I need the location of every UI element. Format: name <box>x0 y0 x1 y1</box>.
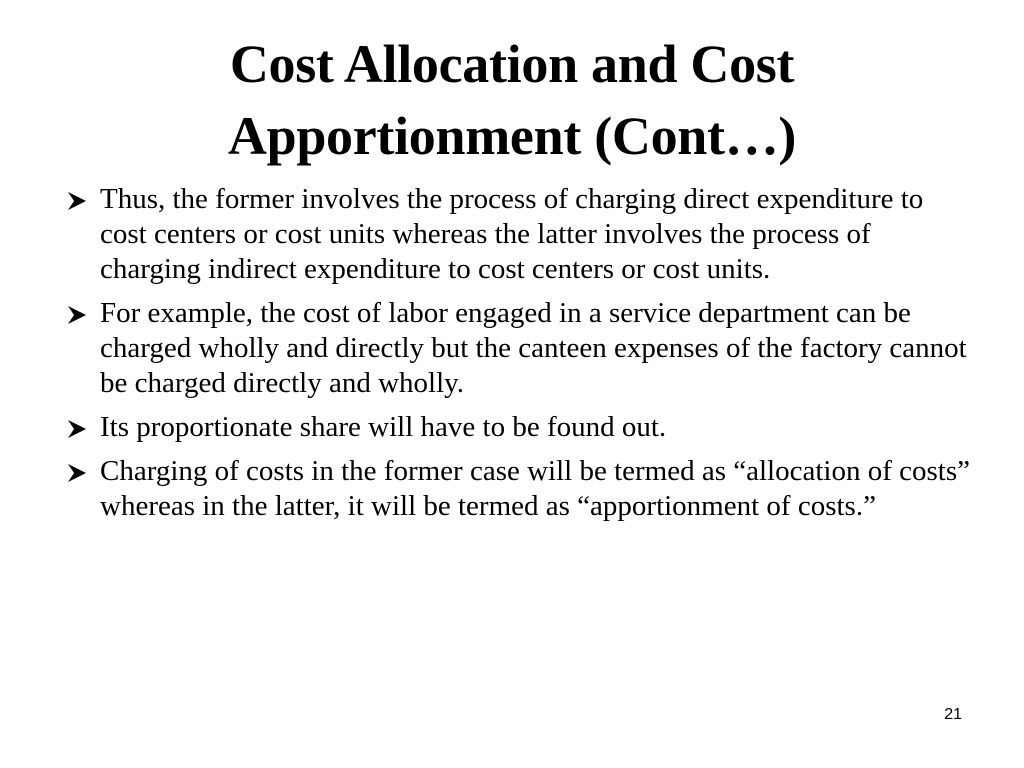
bullet-item <box>62 410 972 445</box>
arrow-bullet-icon <box>66 419 88 439</box>
bullet-text: Charging of costs in the former case will be termed as “allocation of costs” whereas in the latter, it will be termed as “apportionment of costs.” <box>100 455 970 522</box>
bullet-item <box>62 454 972 524</box>
slide-title-line-1: Cost Allocation and Cost <box>229 34 795 94</box>
bullet-text: Its proportionate share will have to be found out. <box>100 411 667 443</box>
arrow-bullet-icon <box>66 463 88 483</box>
page-number: 21 <box>944 706 962 723</box>
arrow-bullet-icon <box>66 191 88 211</box>
arrow-bullet-icon <box>66 305 88 325</box>
bullet-list <box>62 182 972 533</box>
bullet-text: For example, the cost of labor engaged in a service department can be charged wholly and directly but the canteen expenses of the factory cannot be charged directly and wholly. <box>100 297 967 399</box>
bullet-text: Thus, the former involves the process of charging direct expenditure to cost centers or cost units whereas the latter involves the process of charging indirect expenditure to cost centers or cost units. <box>100 183 924 285</box>
slide-title-line-2: Apportionment (Cont…) <box>227 106 797 166</box>
bullet-item <box>62 296 972 401</box>
slide-title <box>60 28 964 172</box>
bullet-item <box>62 182 972 287</box>
